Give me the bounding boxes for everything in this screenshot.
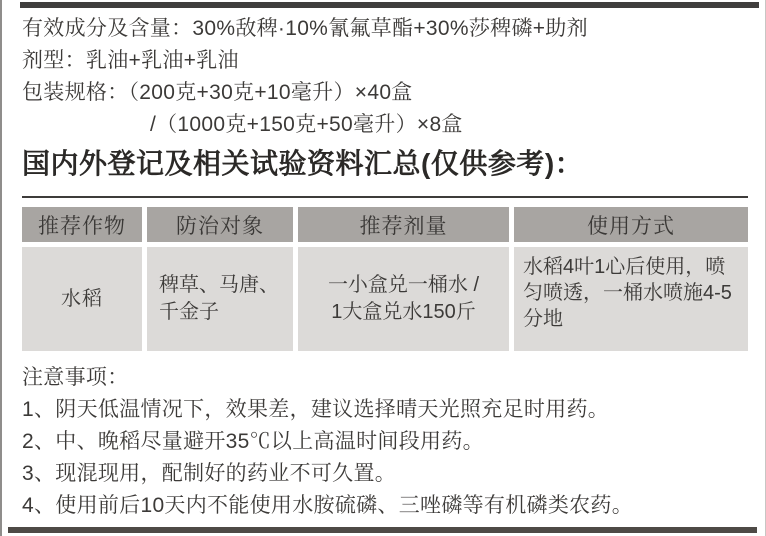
- note-item-3: 3、现混现用，配制好的药业不可久置。: [22, 462, 397, 485]
- usage-value: 水稻4叶1心后使用，喷匀喷透，一桶水喷施4-5分地: [523, 256, 732, 330]
- crop-value: 水稻: [61, 287, 103, 310]
- table-header-usage: 使用方式: [514, 207, 748, 242]
- package-spec-line-2: /（1000克+150克+50毫升）×8盒: [150, 113, 463, 136]
- registration-table: [22, 207, 748, 351]
- targets-line-1: 稗草、马唐、: [159, 274, 279, 296]
- bottom-divider-bar: [8, 527, 757, 533]
- targets-line-2: 千金子: [159, 301, 219, 323]
- section-heading: 国内外登记及相关试验资料汇总(仅供参考)：: [22, 148, 584, 179]
- table-header-dosage: 推荐剂量: [298, 207, 509, 242]
- product-info-block: [22, 13, 747, 141]
- formulation-line: 剂型：乳油+乳油+乳油: [22, 49, 239, 72]
- table-cell-crop: [22, 247, 142, 351]
- note-item-2: 2、中、晚稻尽量避开35℃以上高温时间段用药。: [22, 430, 484, 453]
- top-divider-bar: [20, 2, 759, 8]
- dosage-line-1: 一小盒兑一桶水 /: [327, 274, 480, 296]
- dosage-line-2: 1大盒兑水150斤: [331, 301, 476, 323]
- heading-divider-rule: [22, 196, 748, 198]
- notes-block: [22, 362, 751, 522]
- table-header-targets: 防治对象: [147, 207, 293, 242]
- note-item-1: 1、阴天低温情况下，效果差，建议选择晴天光照充足时用药。: [22, 398, 610, 421]
- table-cell-dosage: [298, 247, 509, 351]
- table-cell-usage: [514, 247, 748, 351]
- table-header-crop: 推荐作物: [22, 207, 142, 242]
- active-ingredients-line: 有效成分及含量：30%敌稗·10%氰氟草酯+30%莎稗磷+助剂: [22, 17, 588, 40]
- note-item-4: 4、使用前后10天内不能使用水胺硫磷、三唑磷等有机磷类农药。: [22, 494, 634, 517]
- table-cell-targets: [147, 247, 293, 351]
- notes-title: 注意事项：: [22, 366, 129, 389]
- package-spec-line-1: 包装规格：（200克+30克+10毫升）×40盒: [22, 81, 413, 104]
